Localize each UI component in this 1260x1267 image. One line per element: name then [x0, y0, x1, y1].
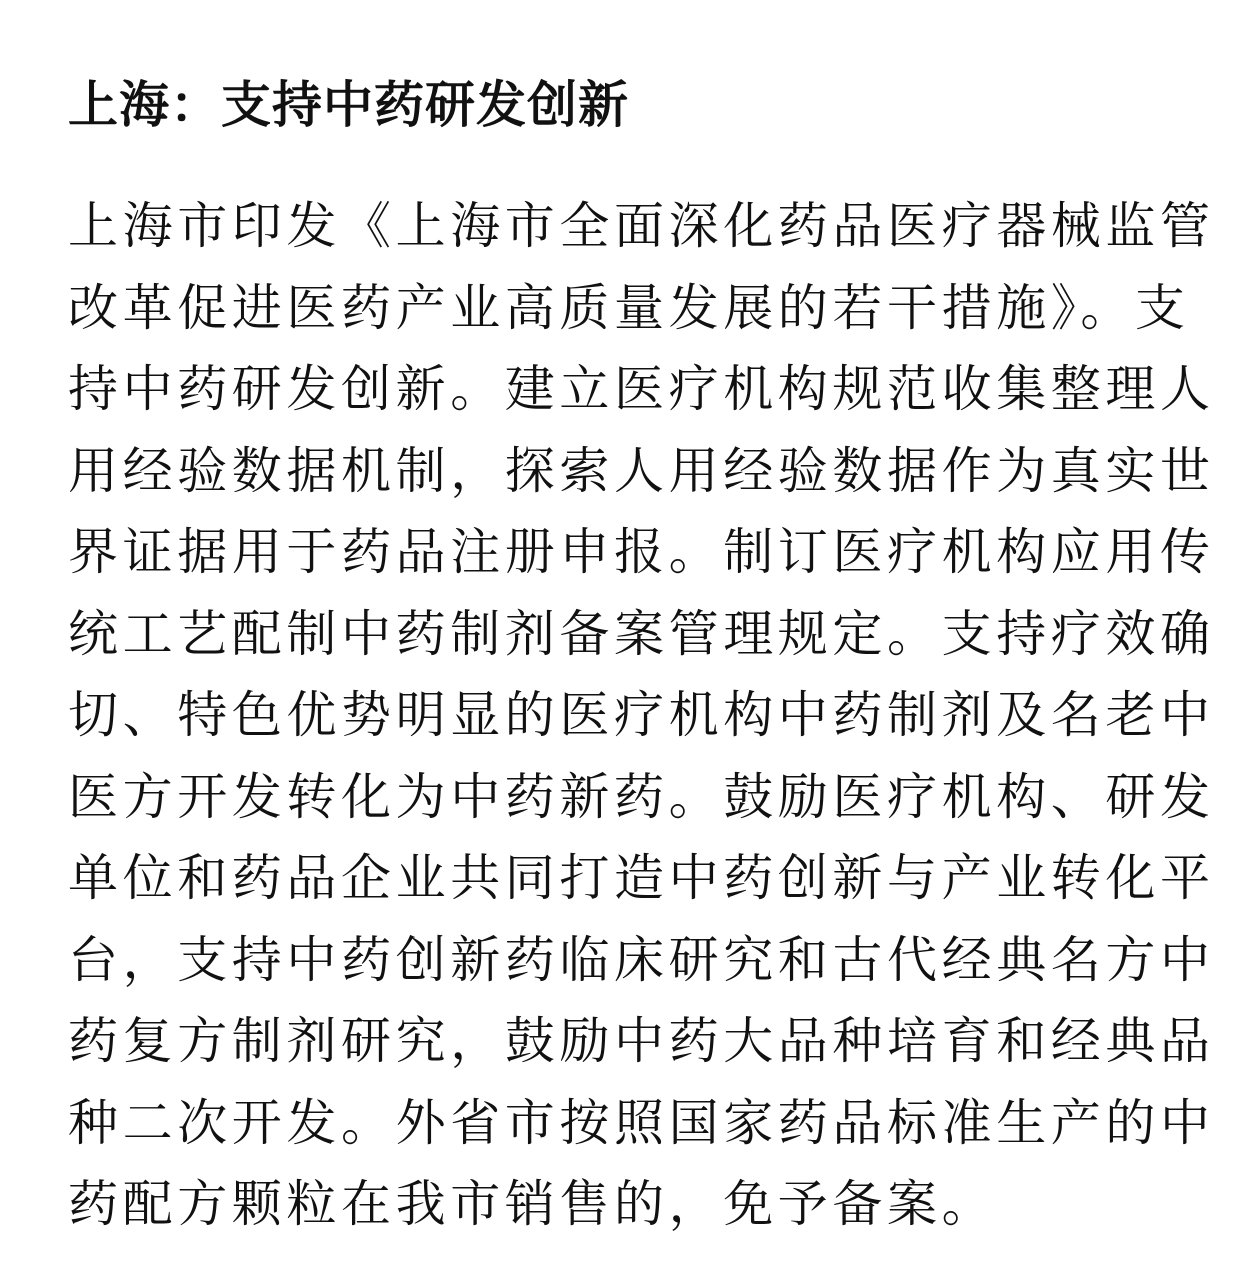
body-line: 药配方颗粒在我市销售的，免予备案。: [68, 1175, 997, 1233]
body-line: 台，支持中药创新药临床研究和古代经典名方中: [68, 930, 1215, 989]
body-line: 上海市印发《上海市全面深化药品医疗器械监管: [68, 197, 1215, 255]
body-line: 改革促进医药产业高质量发展的若干措施》。支: [68, 278, 1190, 337]
body-line: 单位和药品企业共同打造中药创新与产业转化平: [68, 849, 1215, 907]
body-line: 种二次开发。外省市按照国家药品标准生产的中: [68, 1093, 1215, 1152]
body-line: 界证据用于药品注册申报。制订医疗机构应用传: [68, 523, 1215, 581]
article-body: [68, 186, 1215, 1246]
body-line: 医方开发转化为中药新药。鼓励医疗机构、研发: [68, 767, 1215, 826]
body-line: 切、特色优势明显的医疗机构中药制剂及名老中: [68, 686, 1215, 744]
body-line: 统工艺配制中药制剂备案管理规定。支持疗效确: [68, 604, 1215, 663]
body-line: 用经验数据机制，探索人用经验数据作为真实世: [68, 441, 1215, 500]
article-title: 上海：支持中药研发创新: [68, 76, 629, 134]
body-line: 药复方制剂研究，鼓励中药大品种培育和经典品: [68, 1012, 1215, 1070]
article: [68, 70, 1215, 1246]
body-line: 持中药研发创新。建立医疗机构规范收集整理人: [68, 360, 1215, 418]
